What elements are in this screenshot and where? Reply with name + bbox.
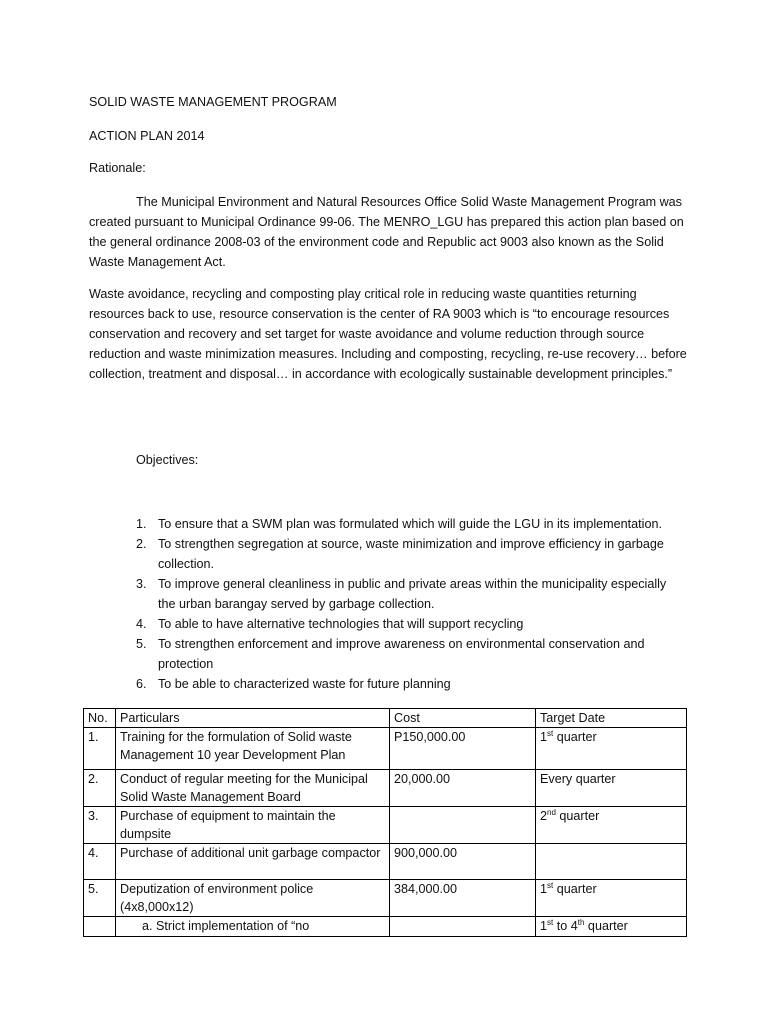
row-particulars: Training for the formulation of Solid waste Management 10 year Development Plan: [116, 728, 390, 770]
objective-text: To improve general cleanliness in public and private areas within the municipality especially the urban barangay served by garbage collection.: [158, 577, 667, 611]
row-number: 1.: [84, 728, 116, 770]
objectives-list: [136, 514, 681, 694]
document-subtitle: ACTION PLAN 2014: [89, 129, 205, 143]
objectives-heading: Objectives:: [136, 453, 199, 467]
header-cost: Cost: [390, 709, 536, 728]
row-cost: [390, 917, 536, 937]
objective-text: To ensure that a SWM plan was formulated which will guide the LGU in its implementation.: [158, 517, 662, 531]
row-cost: 20,000.00: [390, 770, 536, 807]
rationale-paragraph-2: Waste avoidance, recycling and composting play critical role in reducing waste quantities returning resources back to use, resource conservation is the center of RA 9003 which is “to encourage resources conservation and recovery and set target for waste avoidance and volume reduction through source reduction and waste minimization measures. Including and composting, recycling, re-use recovery… before collection, treatment and disposal… in accordance with ecologically sustainable development principles.”: [89, 287, 687, 381]
row-cost: P150,000.00: [390, 728, 536, 770]
row-particulars: Purchase of equipment to maintain the dumpsite: [116, 807, 390, 844]
rationale-heading: Rationale:: [89, 161, 146, 175]
row-particulars: a. Strict implementation of “no: [116, 917, 390, 937]
objective-number: 2.: [136, 537, 147, 551]
header-particulars: Particulars: [116, 709, 390, 728]
row-number: 2.: [84, 770, 116, 807]
row-target-date: 1st quarter: [536, 880, 687, 917]
row-target-date: 1st to 4th quarter: [536, 917, 687, 937]
table-row: [84, 880, 687, 917]
rationale-paragraph-1: The Municipal Environment and Natural Resources Office Solid Waste Management Program was created pursuant to Municipal Ordinance 99-06. The MENRO_LGU has prepared this action plan based on the general ordinance 2008-03 of the environment code and Republic act 9003 also known as the Solid Waste Management Act.: [89, 195, 684, 269]
objective-number: 1.: [136, 517, 147, 531]
objective-number: 6.: [136, 677, 147, 691]
row-number: [84, 917, 116, 937]
header-target-date: Target Date: [536, 709, 687, 728]
objective-number: 3.: [136, 577, 147, 591]
objective-item: [136, 514, 681, 534]
table-row: [84, 844, 687, 880]
header-no: No.: [84, 709, 116, 728]
table-row: [84, 770, 687, 807]
table-row: [84, 917, 687, 937]
row-particulars: Purchase of additional unit garbage compactor: [116, 844, 390, 880]
row-target-date: 2nd quarter: [536, 807, 687, 844]
objective-number: 4.: [136, 617, 147, 631]
row-cost: [390, 807, 536, 844]
objective-item: [136, 634, 681, 674]
objective-item: [136, 574, 681, 614]
row-target-date: 1st quarter: [536, 728, 687, 770]
document-title: SOLID WASTE MANAGEMENT PROGRAM: [89, 95, 337, 109]
row-number: 4.: [84, 844, 116, 880]
row-target-date: [536, 844, 687, 880]
objective-number: 5.: [136, 637, 147, 651]
row-number: 3.: [84, 807, 116, 844]
row-target-date: Every quarter: [536, 770, 687, 807]
objective-item: [136, 674, 681, 694]
table-row: [84, 728, 687, 770]
objective-text: To be able to characterized waste for future planning: [158, 677, 451, 691]
objective-text: To able to have alternative technologies that will support recycling: [158, 617, 524, 631]
objective-text: To strengthen segregation at source, waste minimization and improve efficiency in garbage collection.: [158, 537, 664, 571]
objective-text: To strengthen enforcement and improve awareness on environmental conservation and protection: [158, 637, 645, 671]
table-header-row: [84, 709, 687, 728]
objective-item: [136, 614, 681, 634]
row-number: 5.: [84, 880, 116, 917]
row-cost: 900,000.00: [390, 844, 536, 880]
objective-item: [136, 534, 681, 574]
table-row: [84, 807, 687, 844]
row-particulars: Conduct of regular meeting for the Municipal Solid Waste Management Board: [116, 770, 390, 807]
row-cost: 384,000.00: [390, 880, 536, 917]
row-particulars: Deputization of environment police (4x8,000x12): [116, 880, 390, 917]
action-plan-table: [83, 708, 687, 937]
